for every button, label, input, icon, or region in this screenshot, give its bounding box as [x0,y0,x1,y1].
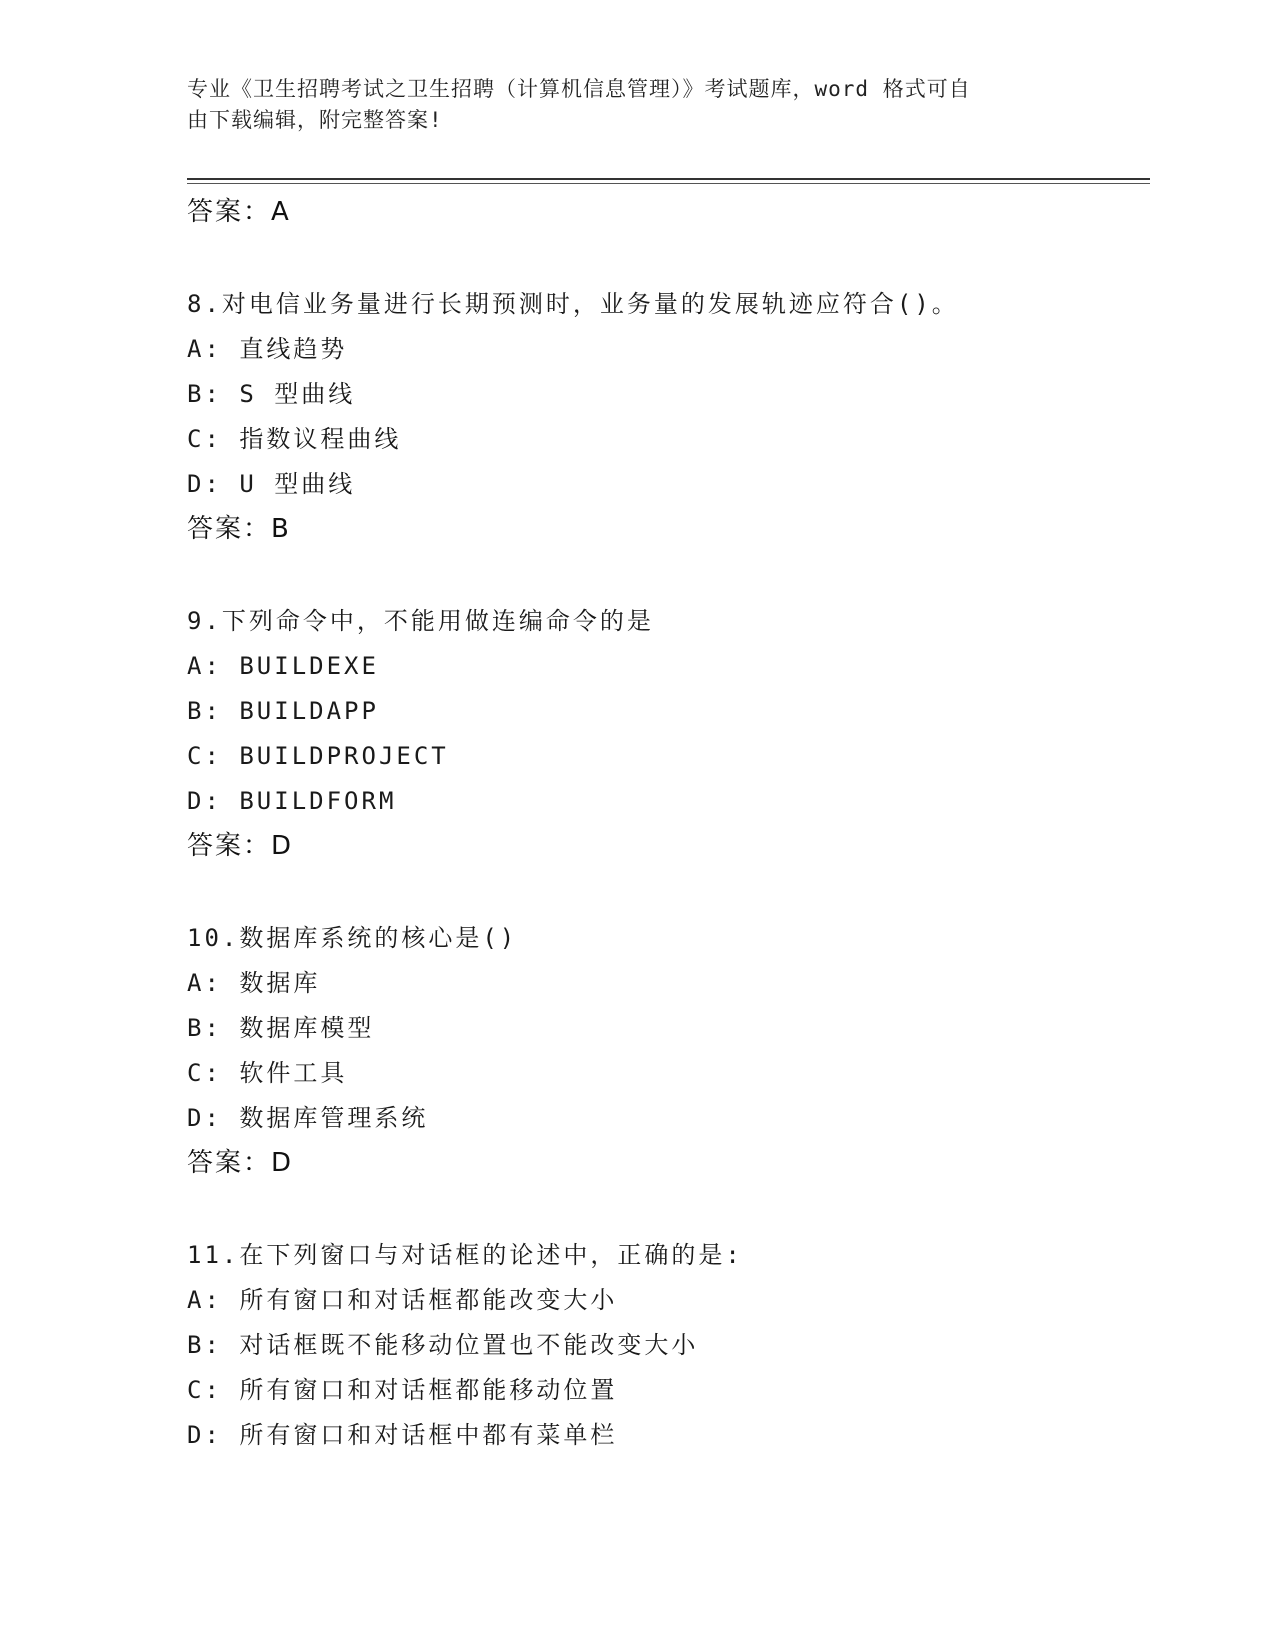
header-line-2: 由下载编辑，附完整答案! [187,108,443,132]
document-header [187,74,1067,136]
option-d: D: 数据库管理系统 [187,1104,429,1132]
question-list [187,190,1147,1458]
option-c: C: BUILDPROJECT [187,742,449,770]
answer: 答案：D [187,831,294,861]
option-b: B: 对话框既不能移动位置也不能改变大小 [187,1331,699,1359]
option-c: C: 所有窗口和对话框都能移动位置 [187,1376,618,1404]
option-d: D: 所有窗口和对话框中都有菜单栏 [187,1421,618,1449]
header-divider-thick [187,178,1150,180]
question-8 [187,282,1147,552]
question-10 [187,916,1147,1186]
question-stem: 10.数据库系统的核心是() [187,924,518,952]
question-11 [187,1233,1147,1458]
previous-answer: 答案：A [187,197,291,227]
answer: 答案：D [187,1148,294,1178]
question-9 [187,599,1147,869]
option-a: A: BUILDEXE [187,652,379,680]
question-stem: 8.对电信业务量进行长期预测时，业务量的发展轨迹应符合()。 [187,290,959,318]
answer: 答案：B [187,514,291,544]
option-a: A: 直线趋势 [187,335,348,363]
option-b: B: BUILDAPP [187,697,379,725]
option-a: A: 数据库 [187,969,321,997]
option-d: D: BUILDFORM [187,787,397,815]
question-stem: 11.在下列窗口与对话框的论述中，正确的是: [187,1241,743,1269]
option-b: B: S 型曲线 [187,380,356,408]
option-a: A: 所有窗口和对话框都能改变大小 [187,1286,618,1314]
option-c: C: 指数议程曲线 [187,425,402,453]
question-stem: 9.下列命令中，不能用做连编命令的是 [187,607,654,635]
header-line-1: 专业《卫生招聘考试之卫生招聘（计算机信息管理）》考试题库，word 格式可自 [187,77,971,101]
option-c: C: 软件工具 [187,1059,348,1087]
option-d: D: U 型曲线 [187,470,356,498]
option-b: B: 数据库模型 [187,1014,375,1042]
header-divider-thin [187,183,1150,184]
